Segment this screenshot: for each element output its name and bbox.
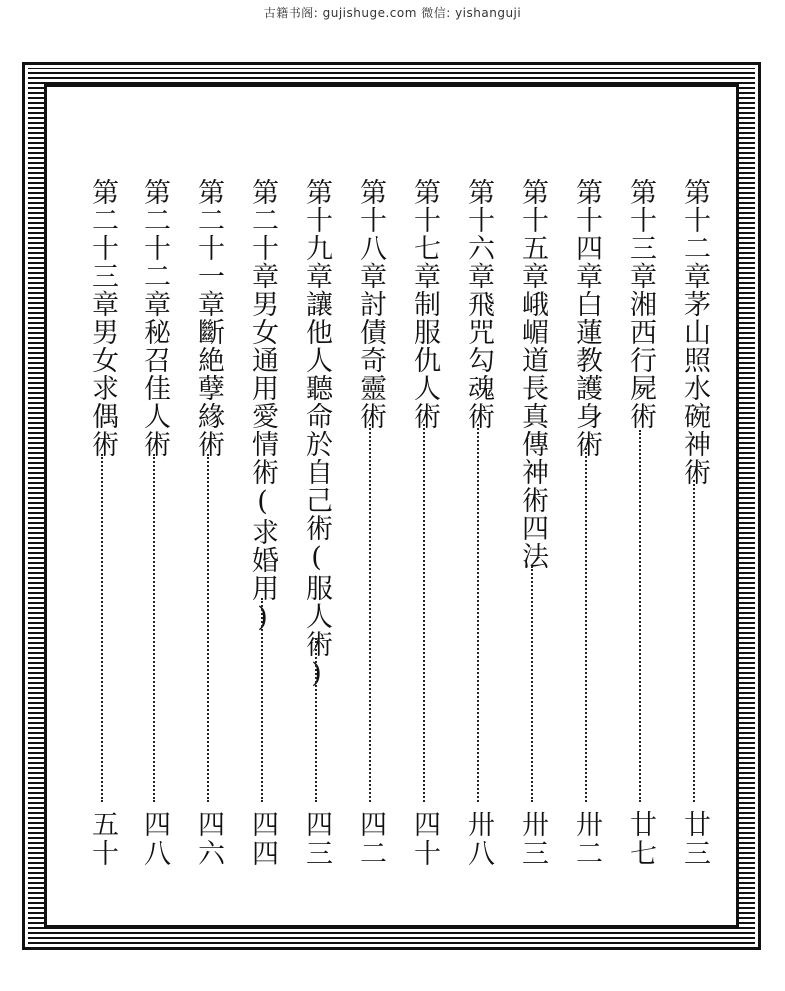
toc-entry bbox=[404, 178, 444, 878]
chapter-title: 第二十一章斷絶孽緣術 bbox=[193, 178, 224, 458]
page-number: 四二 bbox=[355, 810, 386, 868]
dot-leader bbox=[477, 424, 479, 802]
dot-leader bbox=[207, 454, 209, 802]
dot-leader bbox=[531, 566, 533, 802]
toc-entry bbox=[620, 178, 660, 878]
toc-entry bbox=[134, 178, 174, 878]
dot-leader bbox=[639, 430, 641, 802]
dot-leader bbox=[369, 424, 371, 802]
chapter-title: 第十六章飛咒勾魂術 bbox=[463, 178, 494, 430]
dot-leader bbox=[153, 454, 155, 802]
chapter-title: 第十四章白蓮教護身術 bbox=[571, 178, 602, 458]
toc-entry bbox=[566, 178, 606, 878]
dot-leader bbox=[261, 598, 263, 802]
chapter-title: 第十三章湘西行屍術 bbox=[625, 178, 656, 430]
page-number: 廿三 bbox=[679, 810, 710, 868]
page-number: 四六 bbox=[193, 810, 224, 868]
toc-entry bbox=[296, 178, 336, 878]
chapter-title: 第十五章峨嵋道長真傳神術四法 bbox=[517, 178, 548, 570]
watermark-text: 古籍书阁: gujishuge.com 微信: yishanguji bbox=[263, 6, 522, 20]
chapter-title: 第十七章制服仇人術 bbox=[409, 178, 440, 430]
page-number: 四四 bbox=[247, 810, 278, 868]
toc-entry bbox=[82, 178, 122, 878]
page-number: 五十 bbox=[87, 810, 118, 868]
toc-entry bbox=[350, 178, 390, 878]
chapter-title: 第十八章討債奇靈術 bbox=[355, 178, 386, 430]
chapter-title: 第二十三章男女求偶術 bbox=[87, 178, 118, 458]
dot-leader bbox=[693, 480, 695, 802]
chapter-title: 第二十章男女通用愛情術(求婚用) bbox=[247, 178, 278, 634]
toc-entry bbox=[458, 178, 498, 878]
dot-leader bbox=[423, 424, 425, 802]
dot-leader bbox=[101, 454, 103, 802]
page-number: 卅三 bbox=[517, 810, 548, 868]
toc-entry bbox=[674, 178, 714, 878]
toc-entry bbox=[242, 178, 282, 878]
page-number: 廿七 bbox=[625, 810, 656, 868]
page-number: 四三 bbox=[301, 810, 332, 868]
page-number: 四十 bbox=[409, 810, 440, 868]
toc-entry bbox=[512, 178, 552, 878]
toc-entry bbox=[188, 178, 228, 878]
table-of-contents bbox=[82, 178, 722, 878]
page-number: 卅二 bbox=[571, 810, 602, 868]
chapter-title: 第十二章茅山照水碗神術 bbox=[679, 178, 710, 486]
dot-leader bbox=[585, 448, 587, 802]
chapter-title: 第二十二章秘召佳人術 bbox=[139, 178, 170, 458]
page-number: 四八 bbox=[139, 810, 170, 868]
chapter-title: 第十九章讓他人聽命於自己術(服人術) bbox=[301, 178, 332, 690]
dot-leader bbox=[315, 638, 317, 802]
page-number: 卅八 bbox=[463, 810, 494, 868]
